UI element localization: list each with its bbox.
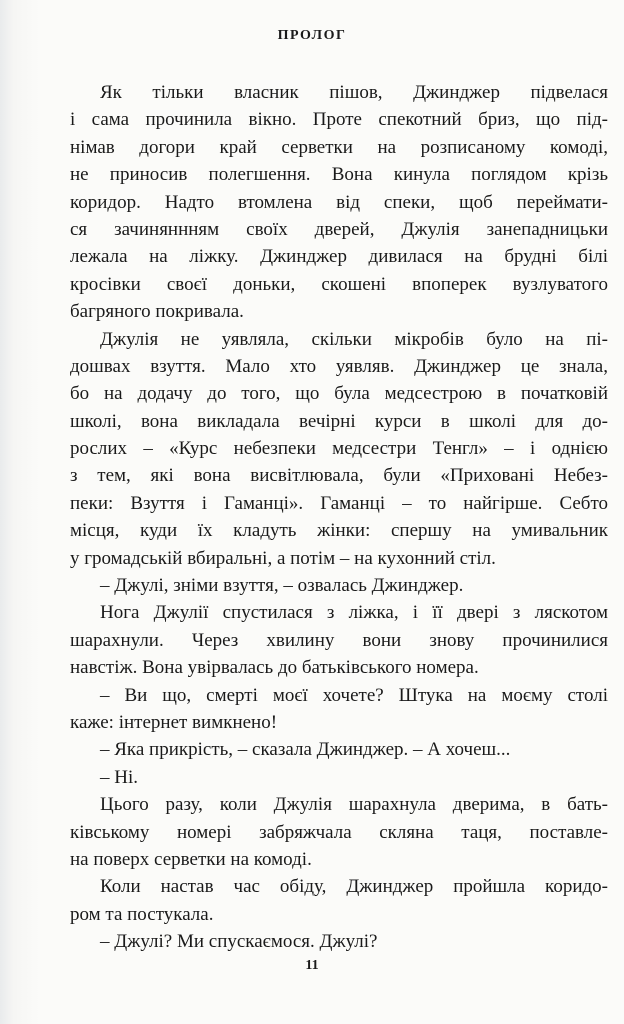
text-line: кросівки своєї доньки, скошені впоперек вузлуватого: [70, 273, 608, 295]
text-line: ся зачиняннням своїх дверей, Джулія занепадницьки: [70, 218, 608, 240]
text-line: – Джулі, зніми взуття, – озвалась Джинджер.: [100, 575, 464, 597]
text-line: школі, вона викладала вечірні курси в школі для до-: [70, 410, 608, 432]
text-line: – Ні.: [100, 766, 138, 788]
text-line: шарахнули. Через хвилину вони знову прочинилися: [70, 629, 608, 651]
text-line: не приносив полегшення. Вона кинула поглядом крізь: [70, 164, 608, 186]
text-line: Нога Джулії спустилася з ліжка, і її двері з ляскотом: [100, 602, 608, 624]
page-number: 11: [305, 958, 319, 973]
text-line: у громадській вбиральні, а потім – на кухонний стіл.: [70, 547, 496, 569]
text-line: німав догори край серветки на розписаному комоді,: [70, 136, 608, 158]
text-line: Цього разу, коли Джулія шарахнула дверима, в бать-: [100, 794, 608, 816]
text-line: дошвах взуття. Мало хто уявляв. Джинджер це знала,: [70, 355, 608, 377]
text-line: рослих – «Курс небезпеки медсестри Тенгл» – і однією: [70, 438, 608, 460]
text-line: багряного покривала.: [70, 301, 244, 323]
text-line: пеки: Взуття і Гаманці». Гаманці – то найгірше. Себто: [70, 492, 608, 514]
text-line: місця, куди їх кладуть жінки: спершу на умивальник: [70, 520, 608, 542]
text-line: – Ви що, смерті моєї хочете? Штука на моєму столі: [100, 684, 608, 706]
text-line: Як тільки власник пішов, Джинджер підвелася: [100, 82, 608, 103]
body-text: [70, 79, 608, 956]
text-line: Коли настав час обіду, Джинджер пройшла коридо-: [100, 876, 608, 898]
text-line: лежала на ліжку. Джинджер дивилася на брудні білі: [70, 246, 608, 268]
text-line: бо на додачу до того, що була медсестрою в початковій: [70, 383, 608, 405]
text-line: каже: інтернет вимкнено!: [70, 711, 278, 733]
text-line: коридор. Надто втомлена від спеки, щоб переймати-: [70, 191, 608, 213]
text-line: на поверх серветки на комоді.: [70, 848, 312, 870]
text-line: Джулія не уявляла, скільки мікробів було на пі-: [100, 328, 608, 350]
chapter-header: ПРОЛОГ: [277, 28, 347, 43]
text-line: ківському номері забряжчала скляна таця, поставле-: [70, 821, 608, 843]
text-line: – Яка прикрість, – сказала Джинджер. – А хочеш...: [100, 739, 511, 761]
text-line: ром та постукала.: [70, 903, 214, 925]
text-line: навстіж. Вона увірвалась до батьківського номера.: [70, 657, 479, 679]
text-line: і сама прочинила вікно. Проте спекотний бриз, що під-: [70, 109, 608, 131]
text-line: з тем, які вона висвітлювала, були «Приховані Небез-: [70, 465, 608, 487]
text-line: – Джулі? Ми спускаємося. Джулі?: [100, 931, 378, 953]
